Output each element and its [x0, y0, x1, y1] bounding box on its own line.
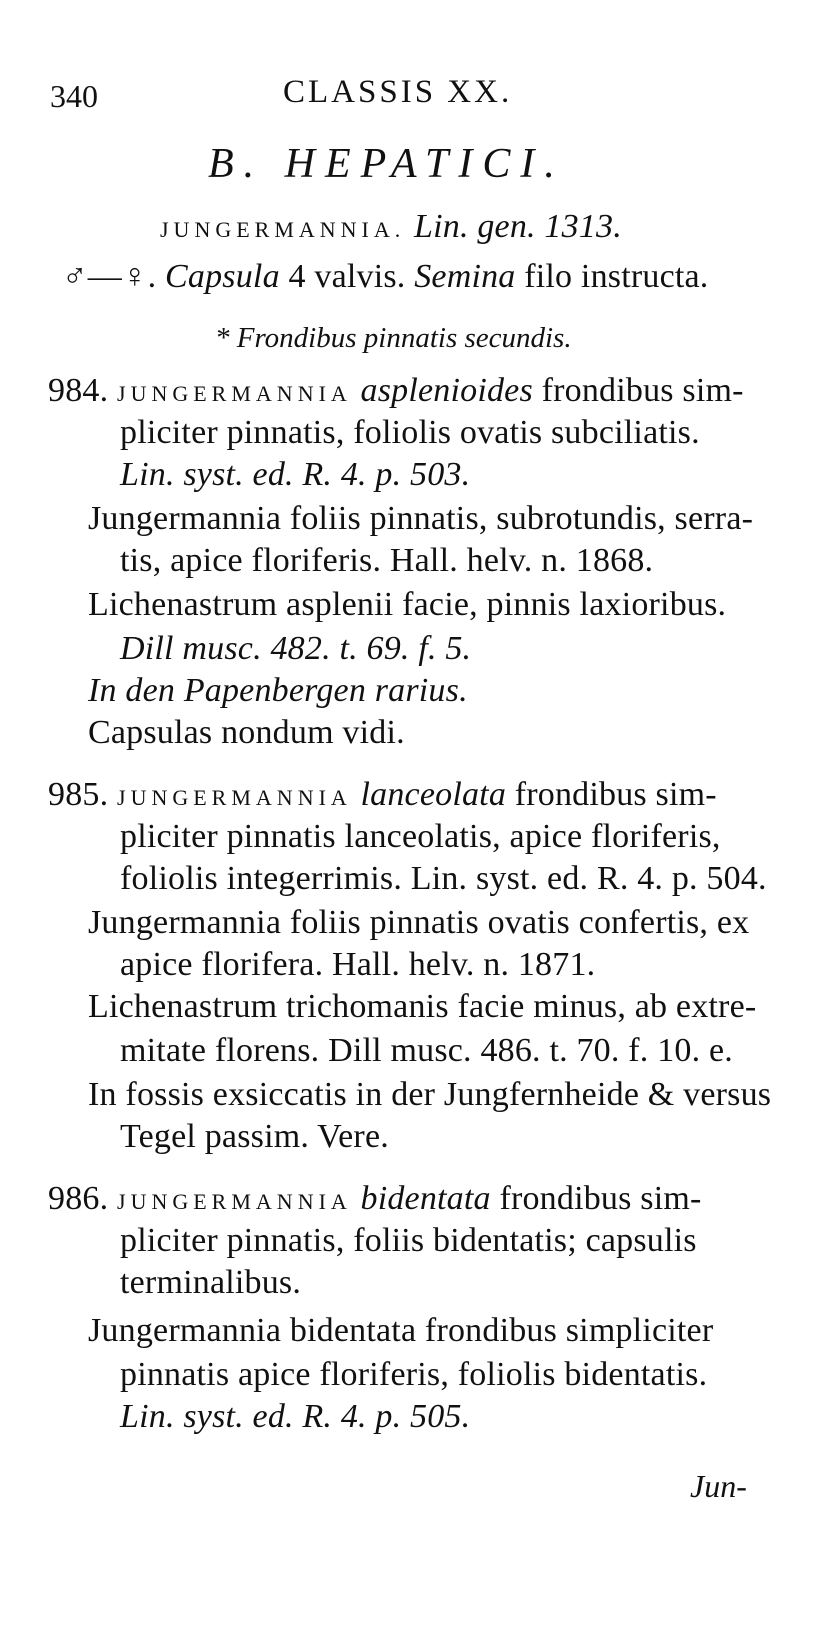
habitat-line: In den Papenbergen rarius. [88, 672, 468, 709]
synonym-reference: Lin. syst. ed. R. 4. p. 505. [120, 1398, 471, 1435]
entry-first-line [48, 776, 717, 814]
note-line: Capsulas nondum vidi. [88, 714, 405, 751]
synonym-line: pinnatis apice floriferis, foliolis bidentatis. [120, 1356, 708, 1393]
entry-text: frondibus sim- [499, 1180, 702, 1217]
entry-first-line [48, 1180, 702, 1218]
synonym-line: tis, apice floriferis. Hall. helv. n. 1868. [120, 542, 654, 579]
entry-genus: JUNGERMANNIA [117, 785, 352, 810]
synonym-reference: Dill musc. 482. t. 69. f. 5. [120, 630, 472, 667]
running-title: CLASSIS XX. [283, 74, 513, 110]
entry-species: asplenioides [360, 372, 533, 409]
genus-characters [62, 258, 709, 296]
entry-number: 986. [48, 1180, 109, 1217]
synonym-line: Lichenastrum asplenii facie, pinnis laxioribus. [88, 586, 727, 623]
capsula-description: 4 valvis. [288, 258, 406, 295]
entry-line: pliciter pinnatis, foliis bidentatis; capsulis [120, 1222, 697, 1259]
synonym-line: Jungermannia bidentata frondibus simpliciter [88, 1312, 714, 1349]
genus-heading [160, 208, 622, 246]
entry-species: bidentata [360, 1180, 491, 1217]
entry-species: lanceolata [360, 776, 507, 813]
entry-line: pliciter pinnatis lanceolatis, apice floriferis, [120, 818, 721, 855]
entry-genus: JUNGERMANNIA [117, 1189, 352, 1214]
entry-genus: JUNGERMANNIA [117, 381, 352, 406]
entry-line: pliciter pinnatis, foliolis ovatis subciliatis. [120, 414, 700, 451]
sex-symbols: ♂—♀. [62, 258, 157, 295]
entry-reference: Lin. syst. ed. R. 4. p. 503. [120, 456, 471, 493]
entry-line: terminalibus. [120, 1264, 302, 1301]
synonym-line: Lichenastrum trichomanis facie minus, ab extre- [88, 988, 757, 1025]
genus-name: JUNGERMANNIA. [160, 217, 406, 242]
habitat-line: Tegel passim. Vere. [120, 1118, 389, 1155]
synonym-line: mitate florens. Dill musc. 486. t. 70. f. 10. e. [120, 1032, 734, 1069]
entry-text: frondibus sim- [514, 776, 717, 813]
entry-text: frondibus sim- [541, 372, 744, 409]
semina-term: Semina [414, 258, 516, 295]
page-number: 340 [50, 78, 98, 114]
genus-reference: Lin. gen. 1313. [413, 208, 622, 245]
synonym-line: Jungermannia foliis pinnatis, subrotundis, serra- [88, 500, 754, 537]
synonym-line: apice florifera. Hall. helv. n. 1871. [120, 946, 596, 983]
subgroup-heading: * Frondibus pinnatis secundis. [215, 322, 572, 354]
capsula-term: Capsula [165, 258, 280, 295]
entry-line: foliolis integerrimis. Lin. syst. ed. R. 4. p. 504. [120, 860, 767, 897]
section-title: B. HEPATICI. [208, 141, 565, 187]
entry-number: 985. [48, 776, 109, 813]
habitat-line: In fossis exsiccatis in der Jungfernheide & versus [88, 1076, 772, 1113]
synonym-line: Jungermannia foliis pinnatis ovatis confertis, ex [88, 904, 750, 941]
catchword: Jun- [690, 1468, 747, 1504]
entry-first-line [48, 372, 744, 410]
entry-number: 984. [48, 372, 109, 409]
semina-description: filo instructa. [524, 258, 709, 295]
